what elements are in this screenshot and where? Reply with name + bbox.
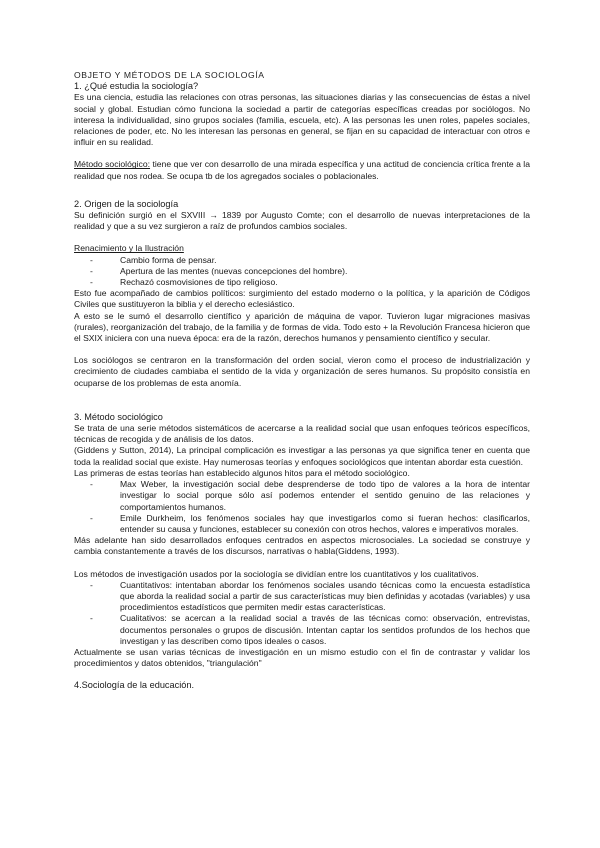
section-3-heading: 3. Método sociológico <box>74 411 163 422</box>
section-3-paragraph-1: Se trata de una serie métodos sistemáticos de acercarse a la realidad social que usan enfoques teóricos específicos, técnicas de recogida y de análisis de los datos. <box>74 423 530 445</box>
list-item: - Cambio forma de pensar. <box>90 255 530 266</box>
section-1-paragraph: Es una ciencia, estudia las relaciones con otras personas, las situaciones diarias y las consecuencias de éstas a nivel social y global. Estudian cómo funciona la sociedad a partir de categorías específicas creadas por sociólogos. No interesa la individualidad, sino grupos sociales (familia, escuela, etc). A las personas les unen roles, papeles sociales, relaciones de poder, etc. No les interesan las personas en general, se fijan en su capacidad de interactuar con otros e influir en su realidad. <box>74 92 530 148</box>
list-item: - Emile Durkheim, los fenómenos sociales hay que investigarlos como si fueran hechos: clasificarlos, entender su causa y funciones, establecer su conexión con otros hechos, valores e imperativos morales. <box>90 513 530 535</box>
section-2-paragraph-1: Su definición surgió en el SXVIII → 1839 por Augusto Comte; con el desarrollo de nuevas interpretaciones de la realidad y que a su vez surgieron a raíz de profundos cambios sociales. <box>74 210 530 232</box>
section-3-paragraph-6: Actualmente se usan varias técnicas de investigación en un mismo estudio con el fin de contrastar y validar los procedimientos y datos obtenidos, "triangulación" <box>74 646 530 669</box>
renacimiento-list <box>74 255 530 289</box>
section-1-heading: 1. ¿Qué estudia la sociología? <box>74 81 199 92</box>
metodo-sociologico-paragraph <box>74 159 530 181</box>
metodo-sociologico-label: Método sociológico: <box>74 159 151 170</box>
section-2-paragraph-4: Los sociólogos se centraron en la transformación del orden social, vieron como el proceso de industrialización y crecimiento de ciudades cambiaba el sentido de la vida y organización de seres humanos. Su propósito consistía en ocuparse de los problemas de esta anomía. <box>74 355 530 388</box>
section-4-heading: 4.Sociología de la educación. <box>74 680 195 691</box>
section-2-heading: 2. Origen de la sociología <box>74 198 179 209</box>
list-item: - Apertura de las mentes (nuevas concepciones del hombre). <box>90 266 530 277</box>
renacimiento-subheading: Renacimiento y la Ilustración <box>74 243 184 254</box>
list-item: - Rechazó cosmovisiones de tipo religioso. <box>90 277 530 288</box>
section-3-paragraph-3: Las primeras de estas teorías han establecido algunos hitos para el método sociológico. <box>74 467 410 478</box>
section-3-paragraph-5: Los métodos de investigación usados por la sociología se dividían entre los cuantitativos y los cualitativos. <box>74 568 479 579</box>
section-2-paragraph-2: Esto fue acompañado de cambios políticos: surgimiento del estado moderno o la política, y la aparición de Códigos Civiles que sustituyeron la biblia y el derecho eclesiástico. <box>74 288 530 310</box>
metodo-sociologico-text: tiene que ver con desarrollo de una mirada específica y una actitud de conciencia crítica frente a la realidad que nos rodea. Se ocupa tb de los agregados sociales o poblacionales. <box>74 159 530 181</box>
document-title: OBJETO Y MÉTODOS DE LA SOCIOLOGÍA <box>74 70 265 80</box>
document-page <box>74 70 530 692</box>
section-3-paragraph-2: (Giddens y Sutton, 2014), La principal complicación es investigar a las personas ya que significa tener en cuenta que toda la realidad social que existe. Hay numerosas teorías y enfoques sociológicos que intentan abordar esta cuestión. <box>74 445 530 467</box>
theorists-list <box>74 479 530 535</box>
list-item: - Max Weber, la investigación social debe desprenderse de todo tipo de valores a la hora de intentar investigar lo social porque sólo así podemos entender el sentido genuino de las relaciones y comportamientos humanos. <box>90 479 530 513</box>
section-2-paragraph-3: A esto se le sumó el desarrollo científico y aparición de máquina de vapor. Tuvieron lugar migraciones masivas (rurales), reorganización del trabajo, de la familia y de formas de vida. Todo esto + la Revolución Francesa hicieron que el SXIX iniciera con una nueva época: era de la razón, derechos humanos y pensamiento científico y secular. <box>74 310 530 344</box>
section-3-paragraph-4: Más adelante han sido desarrollados enfoques centrados en aspectos microsociales. La sociedad se construye y cambia constantemente a través de los discursos, narrativas o habla(Giddens, 1993). <box>74 535 530 557</box>
list-item: - Cuantitativos: intentaban abordar los fenómenos sociales usando técnicas como la encuesta estadística que aborda la realidad social a partir de sus características muy bien definidas y acotadas (variables) y usa procedimientos estadísticos que permiten medir estas características. <box>90 580 530 614</box>
methods-list <box>74 580 530 647</box>
list-item: - Cualitativos: se acercan a la realidad social a través de las técnicas como: observación, entrevistas, documentos personales o grupos de discusión. Intentan captar los sentidos profundos de los hechos que investigan y las describen como tipos ideales o casos. <box>90 613 530 647</box>
